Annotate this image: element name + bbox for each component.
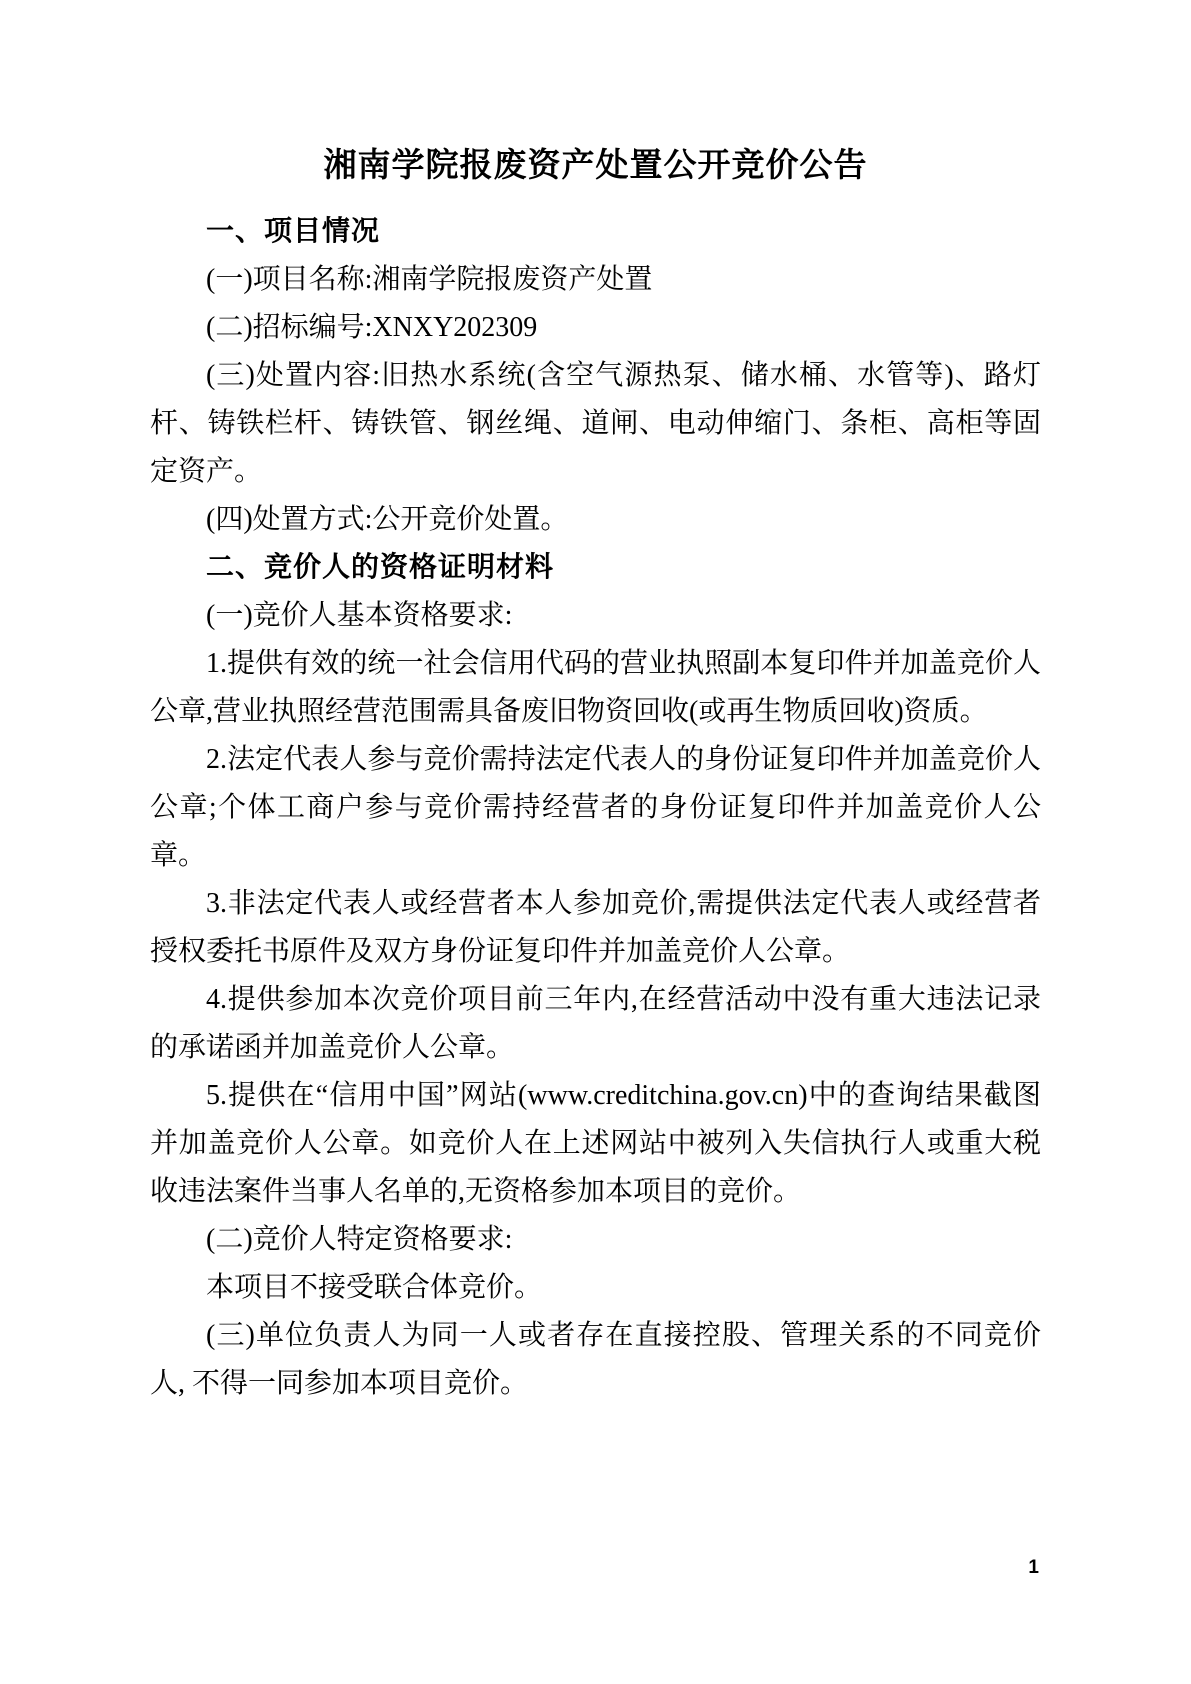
document-title: 湘南学院报废资产处置公开竞价公告	[323, 148, 868, 184]
document-body	[150, 208, 1041, 1408]
paragraph: (二)竞价人特定资格要求:	[206, 1224, 513, 1255]
paragraph: (四)处置方式:公开竞价处置。	[206, 504, 569, 535]
section-heading: 一、项目情况	[206, 216, 381, 247]
paragraph: 4.提供参加本次竞价项目前三年内,在经营活动中没有重大违法记录的承诺函并加盖竞价人公章。	[150, 984, 1041, 1063]
paragraph: (一)竞价人基本资格要求:	[206, 600, 513, 631]
paragraph: 1.提供有效的统一社会信用代码的营业执照副本复印件并加盖竞价人公章,营业执照经营范围需具备废旧物资回收(或再生物质回收)资质。	[150, 648, 1041, 727]
paragraph: (三)单位负责人为同一人或者存在直接控股、管理关系的不同竞价人, 不得一同参加本项目竞价。	[150, 1320, 1041, 1399]
paragraph: 2.法定代表人参与竞价需持法定代表人的身份证复印件并加盖竞价人公章;个体工商户参与竞价需持经营者的身份证复印件并加盖竞价人公章。	[150, 744, 1041, 871]
paragraph: (三)处置内容:旧热水系统(含空气源热泵、储水桶、水管等)、路灯杆、铸铁栏杆、铸铁管、钢丝绳、道闸、电动伸缩门、条柜、高柜等固定资产。	[150, 360, 1041, 487]
paragraph: (一)项目名称:湘南学院报废资产处置	[206, 264, 653, 295]
paragraph: (二)招标编号:XNXY202309	[206, 312, 538, 343]
paragraph: 3.非法定代表人或经营者本人参加竞价,需提供法定代表人或经营者授权委托书原件及双方身份证复印件并加盖竞价人公章。	[150, 888, 1041, 967]
paragraph: 本项目不接受联合体竞价。	[206, 1272, 543, 1303]
page-number: 1	[1028, 1557, 1039, 1578]
section-heading: 二、竞价人的资格证明材料	[206, 552, 555, 583]
paragraph: 5.提供在“信用中国”网站(www.creditchina.gov.cn)中的查询结果截图并加盖竞价人公章。如竞价人在上述网站中被列入失信执行人或重大税收违法案件当事人名单的,无资格参加本项目的竞价。	[150, 1080, 1041, 1207]
